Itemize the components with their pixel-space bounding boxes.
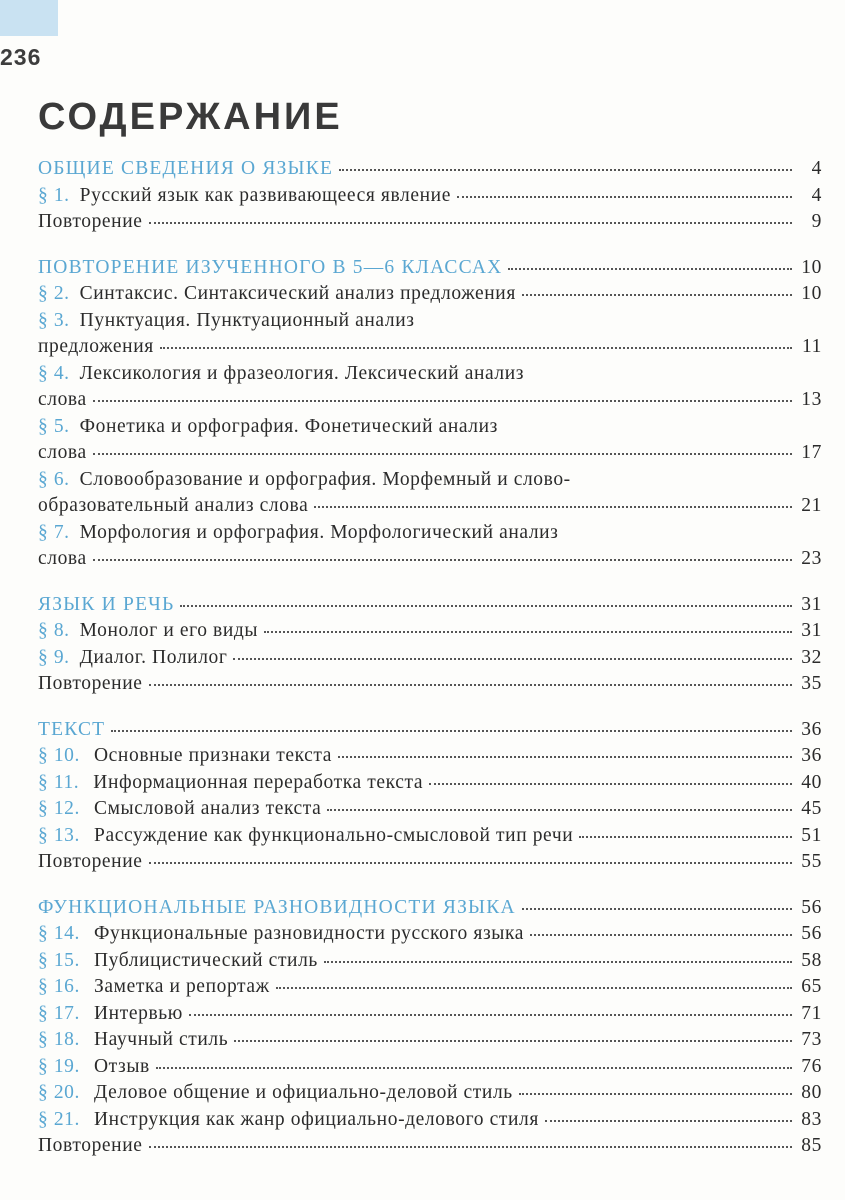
paragraph-number: § 9. <box>38 646 70 668</box>
table-of-contents <box>38 156 822 1179</box>
toc-entry[interactable] <box>38 796 822 823</box>
page-ref: 40 <box>801 771 822 793</box>
dot-leader <box>233 658 792 660</box>
page-ref: 56 <box>801 896 822 918</box>
paragraph-number: § 5. <box>38 415 70 437</box>
page-ref: 58 <box>801 949 822 971</box>
toc-entry[interactable] <box>38 334 822 361</box>
toc-entry[interactable] <box>38 493 822 520</box>
entry-title-text: Основные признаки текста <box>94 745 333 766</box>
toc-section <box>38 156 822 236</box>
entry-title-text: Русский язык как развивающееся явление <box>79 184 451 206</box>
entry-title-text: Научный стиль <box>94 1029 229 1050</box>
entry-title-text: Функциональные разновидности русского языка <box>94 923 524 944</box>
paragraph-number: § 20. <box>38 1082 80 1103</box>
section-heading: ФУНКЦИОНАЛЬНЫЕ РАЗНОВИДНОСТИ ЯЗЫКА <box>38 896 516 918</box>
toc-entry-review[interactable] <box>38 209 822 236</box>
entry-title-text: Фонетика и орфография. Фонетический анализ <box>79 415 498 437</box>
entry-title-text: Повторение <box>38 673 143 694</box>
page-ref: 36 <box>801 745 822 766</box>
dot-leader <box>338 756 792 758</box>
section-heading: ОБЩИЕ СВЕДЕНИЯ О ЯЗЫКЕ <box>38 158 334 179</box>
entry-title-text: слова <box>38 389 87 410</box>
dot-leader <box>180 605 792 607</box>
section-heading: ПОВТОРЕНИЕ ИЗУЧЕННОГО В 5—6 КЛАССАХ <box>38 256 503 278</box>
section-heading-row[interactable] <box>38 895 822 922</box>
toc-entry-line <box>38 308 822 335</box>
page-ref: 17 <box>801 442 822 463</box>
entry-title-text: Деловое общение и официально-деловой стиль <box>94 1082 513 1103</box>
dot-leader <box>314 506 792 508</box>
dot-leader <box>339 169 792 171</box>
dot-leader <box>579 836 792 838</box>
page-ref: 45 <box>801 798 822 819</box>
entry-title-text: Смысловой анализ текста <box>94 798 322 819</box>
entry-title-text: слова <box>38 442 87 463</box>
page-ref: 4 <box>811 158 822 179</box>
paragraph-number: § 15. <box>38 949 80 971</box>
paragraph-number: § 17. <box>38 1002 80 1024</box>
toc-entry[interactable] <box>38 1054 822 1081</box>
paragraph-number: § 14. <box>38 923 80 944</box>
dot-leader <box>276 987 792 989</box>
page-ref: 10 <box>801 283 822 304</box>
toc-entry[interactable] <box>38 1080 822 1107</box>
section-heading: ЯЗЫК И РЕЧЬ <box>38 593 175 615</box>
toc-entry-line <box>38 520 822 547</box>
toc-entry-review[interactable] <box>38 671 822 698</box>
page-number: 236 <box>0 44 42 70</box>
paragraph-number: § 1. <box>38 184 70 206</box>
page-ref: 32 <box>801 646 822 668</box>
entry-title-text: Информационная переработка текста <box>93 771 424 793</box>
toc-entry[interactable] <box>38 1027 822 1054</box>
page-ref: 73 <box>801 1029 822 1050</box>
paragraph-number: § 19. <box>38 1055 80 1077</box>
entry-title-text: Морфология и орфография. Морфологический анализ <box>79 521 559 543</box>
toc-entry-line <box>38 414 822 441</box>
page-ref: 4 <box>811 184 822 206</box>
page-ref: 31 <box>801 593 822 615</box>
page-ref: 21 <box>801 495 822 516</box>
toc-entry[interactable] <box>38 921 822 948</box>
paragraph-number: § 16. <box>38 976 80 997</box>
page-ref: 35 <box>801 673 822 694</box>
paragraph-number: § 2. <box>38 283 70 304</box>
toc-entry[interactable] <box>38 974 822 1001</box>
toc-section <box>38 592 822 698</box>
entry-title-text: Заметка и репортаж <box>94 976 270 997</box>
dot-leader <box>457 196 792 198</box>
section-heading: ТЕКСТ <box>38 718 106 740</box>
entry-title-text: Повторение <box>38 851 143 872</box>
paragraph-number: § 7. <box>38 521 70 543</box>
dot-leader <box>149 222 793 224</box>
dot-leader <box>324 961 792 963</box>
page-ref: 9 <box>811 211 822 232</box>
toc-entry[interactable] <box>38 1001 822 1028</box>
dot-leader <box>234 1040 792 1042</box>
dot-leader <box>189 1014 792 1016</box>
toc-section <box>38 895 822 1160</box>
dot-leader <box>522 294 792 296</box>
toc-entry-review[interactable] <box>38 849 822 876</box>
toc-entry[interactable] <box>38 387 822 414</box>
toc-entry-review[interactable] <box>38 1133 822 1160</box>
dot-leader <box>545 1120 792 1122</box>
entry-title-text: Рассуждение как функционально-смысловой тип речи <box>94 824 574 846</box>
entry-title-text: Повторение <box>38 1135 143 1156</box>
page-ref: 65 <box>801 976 822 997</box>
page-ref: 13 <box>801 389 822 410</box>
section-heading-row[interactable] <box>38 592 822 619</box>
page-tab-marker <box>0 0 58 36</box>
entry-title-text: Лексикология и фразеология. Лексический анализ <box>79 362 525 384</box>
toc-entry[interactable] <box>38 948 822 975</box>
toc-entry-line <box>38 467 822 494</box>
dot-leader <box>149 1146 793 1148</box>
paragraph-number: § 12. <box>38 798 80 819</box>
dot-leader <box>149 684 793 686</box>
entry-title-text: Диалог. Полилог <box>79 646 228 668</box>
page-ref: 10 <box>801 256 822 278</box>
toc-entry[interactable] <box>38 618 822 645</box>
paragraph-number: § 18. <box>38 1029 80 1050</box>
dot-leader <box>522 908 792 910</box>
paragraph-number: § 21. <box>38 1108 80 1130</box>
entry-title-text: Инструкция как жанр официально-делового стиля <box>94 1108 539 1130</box>
toc-entry[interactable] <box>38 281 822 308</box>
entry-title-text: образовательный анализ слова <box>38 495 309 516</box>
entry-title-text: Синтаксис. Синтаксический анализ предложения <box>79 283 516 304</box>
toc-section <box>38 717 822 876</box>
dot-leader <box>149 862 793 864</box>
page-ref: 55 <box>801 851 822 872</box>
entry-title-text: Интервью <box>94 1002 183 1024</box>
dot-leader <box>156 1067 792 1069</box>
dot-leader <box>93 453 792 455</box>
paragraph-number: § 11. <box>38 771 80 793</box>
paragraph-number: § 4. <box>38 362 70 384</box>
entry-title-text: предложения <box>38 336 154 357</box>
paragraph-number: § 3. <box>38 309 70 331</box>
toc-entry[interactable] <box>38 440 822 467</box>
paragraph-number: § 13. <box>38 824 80 846</box>
page-ref: 11 <box>802 336 822 357</box>
entry-title-text: Отзыв <box>94 1055 150 1077</box>
page-ref: 23 <box>801 548 822 569</box>
section-heading-row[interactable] <box>38 255 822 282</box>
section-heading-row[interactable] <box>38 717 822 744</box>
dot-leader <box>111 730 792 732</box>
page-ref: 85 <box>801 1135 822 1156</box>
entry-title-text: Монолог и его виды <box>79 620 259 641</box>
page-ref: 51 <box>801 824 822 846</box>
dot-leader <box>93 400 792 402</box>
dot-leader <box>429 783 792 785</box>
entry-title-text: Словообразование и орфография. Морфемный и слово- <box>79 468 571 490</box>
dot-leader <box>93 559 792 561</box>
toc-entry-line <box>38 361 822 388</box>
page-ref: 56 <box>801 923 822 944</box>
dot-leader <box>530 934 792 936</box>
dot-leader <box>508 268 792 270</box>
toc-entry[interactable] <box>38 546 822 573</box>
dot-leader <box>519 1093 792 1095</box>
entry-title-text: Пунктуация. Пунктуационный анализ <box>79 309 415 331</box>
dot-leader <box>264 631 792 633</box>
toc-entry[interactable] <box>38 645 822 672</box>
toc-section <box>38 255 822 573</box>
toc-entry[interactable] <box>38 743 822 770</box>
page-ref: 71 <box>801 1002 822 1024</box>
page-ref: 31 <box>801 620 822 641</box>
page-title: СОДЕРЖАНИЕ <box>38 96 343 138</box>
entry-title-text: слова <box>38 548 87 569</box>
entry-title-text: Публицистический стиль <box>94 949 318 971</box>
toc-entry[interactable] <box>38 183 822 210</box>
dot-leader <box>327 809 792 811</box>
paragraph-number: § 8. <box>38 620 70 641</box>
paragraph-number: § 6. <box>38 468 70 490</box>
toc-entry[interactable] <box>38 1107 822 1134</box>
toc-entry[interactable] <box>38 770 822 797</box>
page-ref: 36 <box>801 718 822 740</box>
toc-entry[interactable] <box>38 823 822 850</box>
page-ref: 83 <box>801 1108 822 1130</box>
section-heading-row[interactable] <box>38 156 822 183</box>
paragraph-number: § 10. <box>38 745 80 766</box>
entry-title-text: Повторение <box>38 211 143 232</box>
page-ref: 80 <box>801 1082 822 1103</box>
dot-leader <box>160 347 792 349</box>
page-ref: 76 <box>801 1055 822 1077</box>
